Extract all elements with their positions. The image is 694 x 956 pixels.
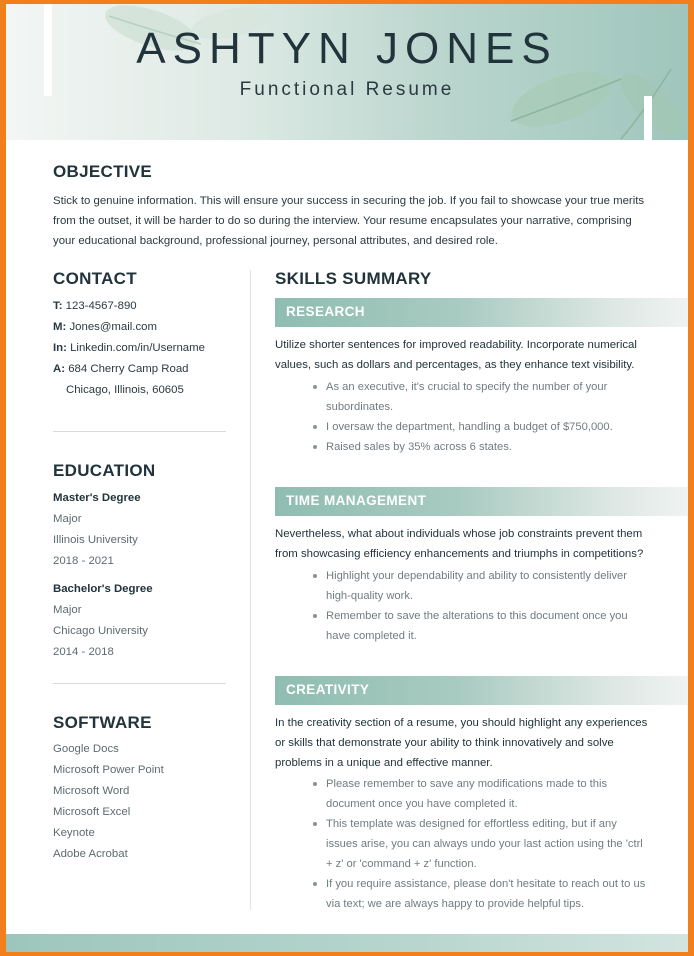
software-list <box>53 739 164 865</box>
objective-heading: OBJECTIVE <box>53 162 153 181</box>
skill-section-band <box>275 298 688 327</box>
skill-section-text: In the creativity section of a resume, you should highlight any experiences or skills that demonstrate your ability to think innovatively and solve problems in a unique and effective manner. <box>275 717 648 769</box>
degree-title: Bachelor's Degree <box>53 583 153 595</box>
degree-years: 2014 - 2018 <box>53 646 114 658</box>
education-entry <box>53 488 141 572</box>
skill-section-title: CREATIVITY <box>286 682 370 697</box>
skill-bullet: Please remember to save any modifications made to this document once you have completed it. <box>310 774 650 814</box>
header-banner <box>6 4 688 140</box>
skill-bullet: If you require assistance, please don't hesitate to reach out to us via text; we are always happy to provide helpful tips. <box>310 874 650 914</box>
contact-email[interactable]: M: Jones@mail.com <box>53 321 157 333</box>
software-item: Microsoft Word <box>53 785 130 797</box>
software-item: Google Docs <box>53 743 119 755</box>
skill-bullet-list <box>310 377 650 457</box>
skill-section-title: RESEARCH <box>286 304 365 319</box>
degree-school: Chicago University <box>53 625 148 637</box>
column-divider <box>250 270 251 910</box>
contact-linkedin[interactable]: In: Linkedin.com/in/Username <box>53 342 205 354</box>
degree-school: Illinois University <box>53 534 138 546</box>
skill-bullet: Highlight your dependability and ability to consistently deliver high-quality work. <box>310 566 650 606</box>
skill-section-band <box>275 676 688 705</box>
skill-section-band <box>275 487 688 516</box>
degree-major: Major <box>53 604 82 616</box>
skill-bullet-list <box>310 566 650 646</box>
contact-address-line2: Chicago, Illinois, 60605 <box>66 384 184 396</box>
footer-band <box>6 934 688 952</box>
skill-bullet: Remember to save the alterations to this document once you have completed it. <box>310 606 650 646</box>
software-heading: SOFTWARE <box>53 713 152 732</box>
sidebar-divider <box>53 431 226 432</box>
education-heading: EDUCATION <box>53 461 156 480</box>
objective-text: Stick to genuine information. This will ensure your success in securing the job. If you fail to showcase your true merits from the outset, it will be harder to do so during the interview. Your resume encapsulates your narrative, comprising your educational background, professional journey, personal attributes, and desired role. <box>53 195 645 247</box>
skill-section-text: Utilize shorter sentences for improved readability. Incorporate numerical values, such as dollars and percentages, as they enhance text visibility. <box>275 339 637 371</box>
software-item: Adobe Acrobat <box>53 848 128 860</box>
skill-bullet: Raised sales by 35% across 6 states. <box>310 437 650 457</box>
header-accent-bar-right <box>644 96 652 140</box>
skill-section-text: Nevertheless, what about individuals whose job constraints prevent them from showcasing efficiency enhancements and triumphs in competitions? <box>275 528 644 560</box>
degree-years: 2018 - 2021 <box>53 555 114 567</box>
skills-heading: SKILLS SUMMARY <box>275 269 432 288</box>
resume-page <box>6 4 688 952</box>
skill-bullet: As an executive, it's crucial to specify the number of your subordinates. <box>310 377 650 417</box>
software-item: Microsoft Power Point <box>53 764 164 776</box>
degree-title: Master's Degree <box>53 492 141 504</box>
skill-bullet: This template was designed for effortless editing, but if any issues arise, you can always undo your last action using the 'ctrl + z' or 'command + z' function. <box>310 814 650 874</box>
software-item: Microsoft Excel <box>53 806 131 818</box>
skill-section-title: TIME MANAGEMENT <box>286 493 427 508</box>
contact-phone: T: 123-4567-890 <box>53 300 137 312</box>
contact-address: A: 684 Cherry Camp Road <box>53 363 189 375</box>
education-entry <box>53 579 153 663</box>
software-item: Keynote <box>53 827 95 839</box>
skill-bullet: I oversaw the department, handling a budget of $750,000. <box>310 417 650 437</box>
skill-bullet-list <box>310 774 650 914</box>
candidate-name: ASHTYN JONES <box>136 24 558 73</box>
resume-subtitle: Functional Resume <box>239 79 455 100</box>
sidebar-divider <box>53 683 226 684</box>
contact-heading: CONTACT <box>53 269 137 288</box>
degree-major: Major <box>53 513 82 525</box>
contact-block <box>53 296 205 401</box>
